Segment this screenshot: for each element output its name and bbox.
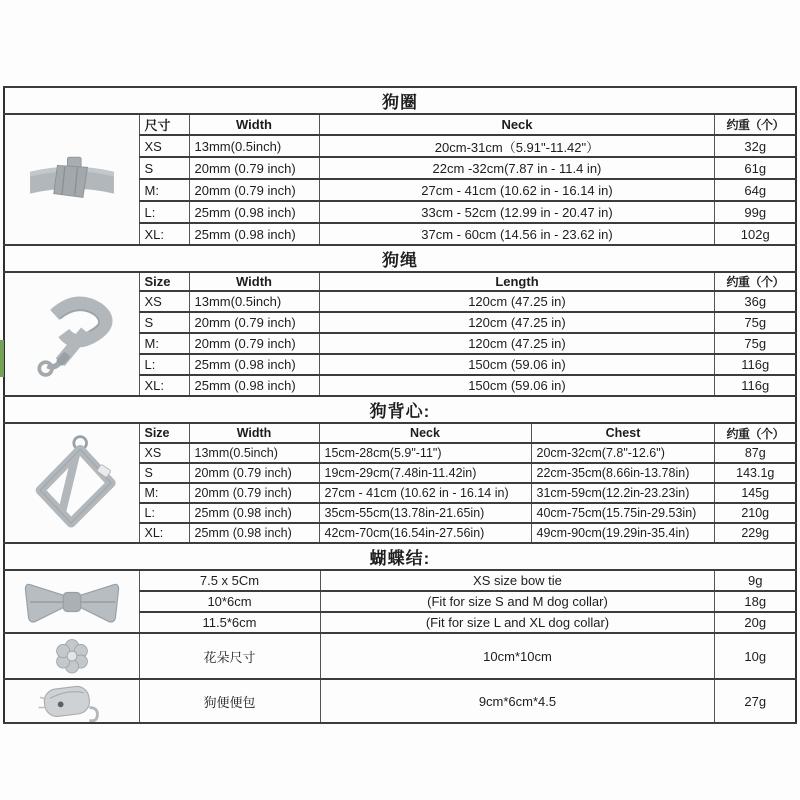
dog-harness-photo-cell <box>4 423 139 543</box>
dog-leash-photo-cell <box>4 272 139 396</box>
column-header-weight: 约重（个） <box>715 272 796 291</box>
column-header-width: Width <box>189 423 319 443</box>
table-row <box>4 272 796 291</box>
chest-cell: 31cm-59cm(12.2in-23.23in) <box>531 483 715 503</box>
width-cell: 25mm (0.98 inch) <box>189 223 319 245</box>
column-header-width: Width <box>189 114 319 135</box>
size-cell: XL: <box>139 223 189 245</box>
neck-cell: 42cm-70cm(16.54in-27.56in) <box>319 523 531 543</box>
size-cell: M: <box>139 333 189 354</box>
weight-cell: 229g <box>715 523 796 543</box>
table-row <box>4 87 796 114</box>
width-cell: 20mm (0.79 inch) <box>189 483 319 503</box>
width-cell: 13mm(0.5inch) <box>189 291 319 312</box>
length-cell: 120cm (47.25 in) <box>319 333 715 354</box>
bow-tie-photo <box>19 572 125 632</box>
neck-cell: 15cm-28cm(5.9"-11") <box>319 443 531 463</box>
width-cell: 20mm (0.79 inch) <box>189 157 319 179</box>
size-cell: L: <box>139 503 189 523</box>
bow-size-cell: 11.5*6cm <box>139 612 320 633</box>
neck-cell: 19cm-29cm(7.48in-11.42in) <box>319 463 531 483</box>
neck-cell: 27cm - 41cm (10.62 in - 16.14 in) <box>319 179 715 201</box>
weight-cell: 36g <box>715 291 796 312</box>
size-cell: XS <box>139 135 189 157</box>
length-cell: 150cm (59.06 in) <box>319 375 715 396</box>
section-title-dog-harness: 狗背心: <box>4 396 796 423</box>
weight-cell: 87g <box>715 443 796 463</box>
poop-bag-size-cell: 9cm*6cm*4.5 <box>320 679 715 723</box>
width-cell: 25mm (0.98 inch) <box>189 354 319 375</box>
weight-cell: 10g <box>715 633 796 679</box>
size-cell: XS <box>139 443 189 463</box>
width-cell: 13mm(0.5inch) <box>189 443 319 463</box>
weight-cell: 210g <box>715 503 796 523</box>
bow-tie-table <box>3 542 797 724</box>
weight-cell: 75g <box>715 312 796 333</box>
table-row <box>4 423 796 443</box>
weight-cell: 27g <box>715 679 796 723</box>
neck-cell: 22cm -32cm(7.87 in - 11.4 in) <box>319 157 715 179</box>
width-cell: 20mm (0.79 inch) <box>189 333 319 354</box>
weight-cell: 116g <box>715 375 796 396</box>
bow-size-cell: 10*6cm <box>139 591 320 612</box>
column-header-size: Size <box>139 272 189 291</box>
length-cell: 120cm (47.25 in) <box>319 291 715 312</box>
section-title-dog-leash: 狗绳 <box>4 245 796 272</box>
dog-collar-table <box>3 86 797 246</box>
bow-desc-cell: (Fit for size S and M dog collar) <box>320 591 715 612</box>
section-title-dog-collar: 狗圈 <box>4 87 796 114</box>
dog-harness-table <box>3 395 797 544</box>
table-row <box>4 396 796 423</box>
size-cell: M: <box>139 483 189 503</box>
poop-bag-label-cell: 狗便便包 <box>139 679 320 723</box>
flower-photo <box>50 634 94 678</box>
length-cell: 150cm (59.06 in) <box>319 354 715 375</box>
table-row <box>4 679 796 723</box>
weight-cell: 102g <box>715 223 796 245</box>
width-cell: 25mm (0.98 inch) <box>189 503 319 523</box>
dog-leash-photo <box>22 282 122 386</box>
size-cell: XL: <box>139 523 189 543</box>
column-header-neck: Neck <box>319 423 531 443</box>
weight-cell: 143.1g <box>715 463 796 483</box>
flower-photo-cell <box>4 633 139 679</box>
column-header-width: Width <box>189 272 319 291</box>
neck-cell: 33cm - 52cm (12.99 in - 20.47 in) <box>319 201 715 223</box>
size-cell: S <box>139 463 189 483</box>
bow-desc-cell: (Fit for size L and XL dog collar) <box>320 612 715 633</box>
neck-cell: 20cm-31cm（5.91"-11.42"） <box>319 135 715 157</box>
poop-bag-photo-cell <box>4 679 139 723</box>
width-cell: 20mm (0.79 inch) <box>189 179 319 201</box>
weight-cell: 20g <box>715 612 796 633</box>
weight-cell: 18g <box>715 591 796 612</box>
chest-cell: 49cm-90cm(19.29in-35.4in) <box>531 523 715 543</box>
size-cell: S <box>139 157 189 179</box>
width-cell: 20mm (0.79 inch) <box>189 312 319 333</box>
green-edge-artifact <box>0 340 4 377</box>
weight-cell: 9g <box>715 570 796 591</box>
dog-harness-photo <box>22 428 122 538</box>
column-header-size: Size <box>139 423 189 443</box>
size-cell: L: <box>139 201 189 223</box>
flower-size-cell: 10cm*10cm <box>320 633 715 679</box>
width-cell: 25mm (0.98 inch) <box>189 523 319 543</box>
size-cell: XS <box>139 291 189 312</box>
width-cell: 25mm (0.98 inch) <box>189 375 319 396</box>
poop-bag-photo <box>28 680 116 722</box>
size-cell: M: <box>139 179 189 201</box>
dog-leash-table <box>3 244 797 397</box>
width-cell: 13mm(0.5inch) <box>189 135 319 157</box>
table-row <box>4 114 796 135</box>
chest-cell: 22cm-35cm(8.66in-13.78in) <box>531 463 715 483</box>
weight-cell: 64g <box>715 179 796 201</box>
flower-label-cell: 花朵尺寸 <box>139 633 320 679</box>
neck-cell: 27cm - 41cm (10.62 in - 16.14 in) <box>319 483 531 503</box>
weight-cell: 61g <box>715 157 796 179</box>
table-row <box>4 245 796 272</box>
weight-cell: 75g <box>715 333 796 354</box>
neck-cell: 37cm - 60cm (14.56 in - 23.62 in) <box>319 223 715 245</box>
width-cell: 20mm (0.79 inch) <box>189 463 319 483</box>
weight-cell: 32g <box>715 135 796 157</box>
weight-cell: 145g <box>715 483 796 503</box>
table-row <box>4 543 796 570</box>
dog-collar-photo-cell <box>4 114 139 245</box>
column-header-weight: 约重（个） <box>715 423 796 443</box>
dog-collar-photo <box>16 139 128 221</box>
size-cell: S <box>139 312 189 333</box>
table-row <box>4 570 796 591</box>
section-title-bow-tie: 蝴蝶结: <box>4 543 796 570</box>
bow-size-cell: 7.5 x 5Cm <box>139 570 320 591</box>
chest-cell: 40cm-75cm(15.75in-29.53in) <box>531 503 715 523</box>
size-cell: XL: <box>139 375 189 396</box>
size-cell: L: <box>139 354 189 375</box>
width-cell: 25mm (0.98 inch) <box>189 201 319 223</box>
column-header-size: 尺寸 <box>139 114 189 135</box>
bow-desc-cell: XS size bow tie <box>320 570 715 591</box>
column-header-chest: Chest <box>531 423 715 443</box>
column-header-weight: 约重（个） <box>715 114 796 135</box>
weight-cell: 116g <box>715 354 796 375</box>
length-cell: 120cm (47.25 in) <box>319 312 715 333</box>
neck-cell: 35cm-55cm(13.78in-21.65in) <box>319 503 531 523</box>
column-header-neck: Neck <box>319 114 715 135</box>
chest-cell: 20cm-32cm(7.8"-12.6") <box>531 443 715 463</box>
column-header-length: Length <box>319 272 715 291</box>
weight-cell: 99g <box>715 201 796 223</box>
table-row <box>4 633 796 679</box>
bow-tie-photo-cell <box>4 570 139 633</box>
